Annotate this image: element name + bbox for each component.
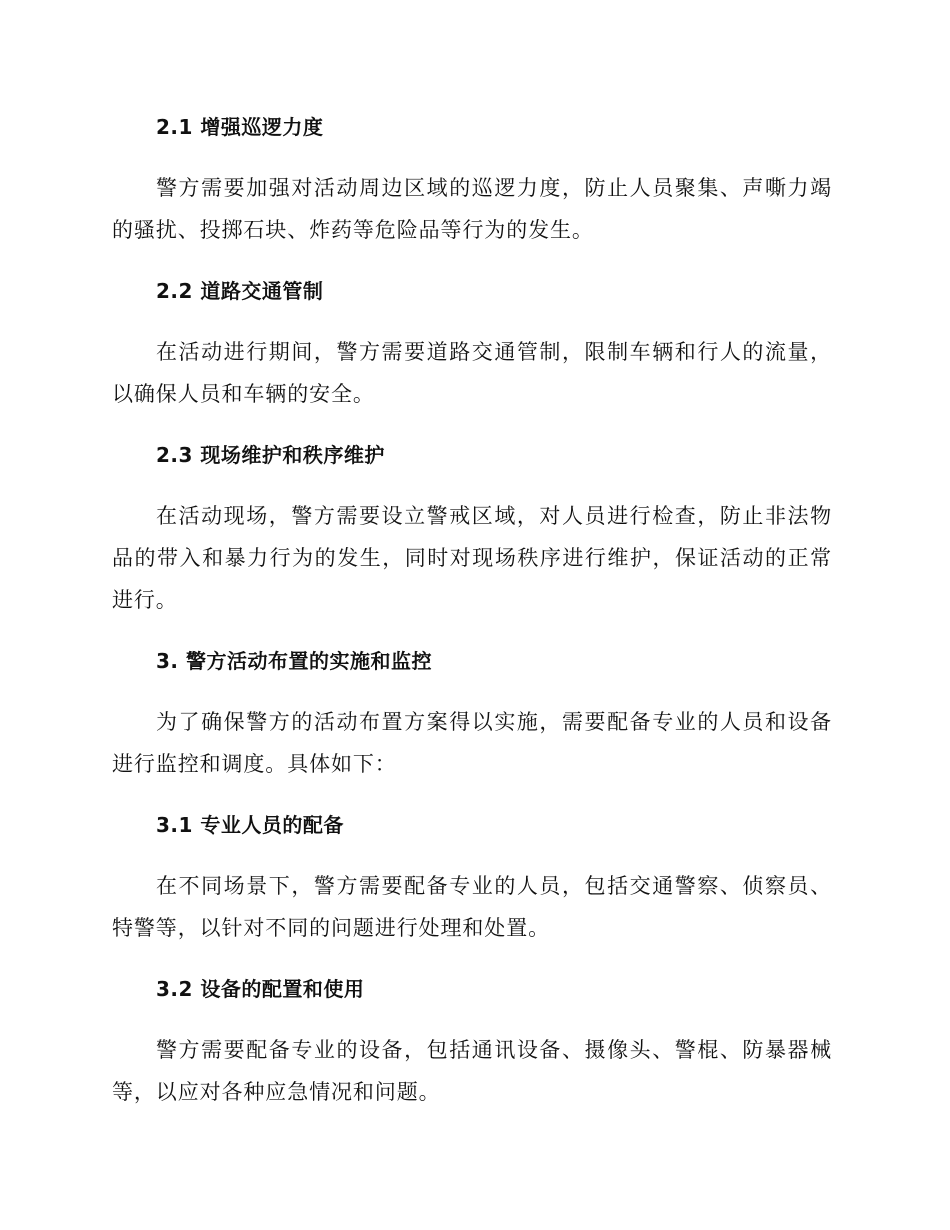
section-paragraph-2-1: 警方需要加强对活动周边区域的巡逻力度，防止人员聚集、声嘶力竭的骚扰、投掷石块、炸药等危险品等行为的发生。 — [112, 176, 832, 242]
section-heading-2-3: 2.3 现场维护和秩序维护 — [156, 443, 385, 467]
section-heading-3-1: 3.1 专业人员的配备 — [156, 813, 344, 837]
section-paragraph-3-1: 在不同场景下，警方需要配备专业的人员，包括交通警察、侦察员、特警等，以针对不同的问题进行处理和处置。 — [112, 874, 832, 940]
section-paragraph-3: 为了确保警方的活动布置方案得以实施，需要配备专业的人员和设备进行监控和调度。具体如下： — [112, 710, 832, 776]
section-heading-2-1: 2.1 增强巡逻力度 — [156, 115, 324, 139]
section-heading-3: 3. 警方活动布置的实施和监控 — [156, 649, 432, 673]
section-heading-3-2: 3.2 设备的配置和使用 — [156, 977, 365, 1001]
section-paragraph-3-2: 警方需要配备专业的设备，包括通讯设备、摄像头、警棍、防暴器械等，以应对各种应急情况和问题。 — [112, 1038, 832, 1104]
section-paragraph-2-3: 在活动现场，警方需要设立警戒区域，对人员进行检查，防止非法物品的带入和暴力行为的发生，同时对现场秩序进行维护，保证活动的正常进行。 — [112, 504, 832, 612]
document-body — [112, 108, 832, 1134]
section-paragraph-2-2: 在活动进行期间，警方需要道路交通管制，限制车辆和行人的流量，以确保人员和车辆的安全。 — [112, 340, 832, 406]
section-heading-2-2: 2.2 道路交通管制 — [156, 279, 324, 303]
